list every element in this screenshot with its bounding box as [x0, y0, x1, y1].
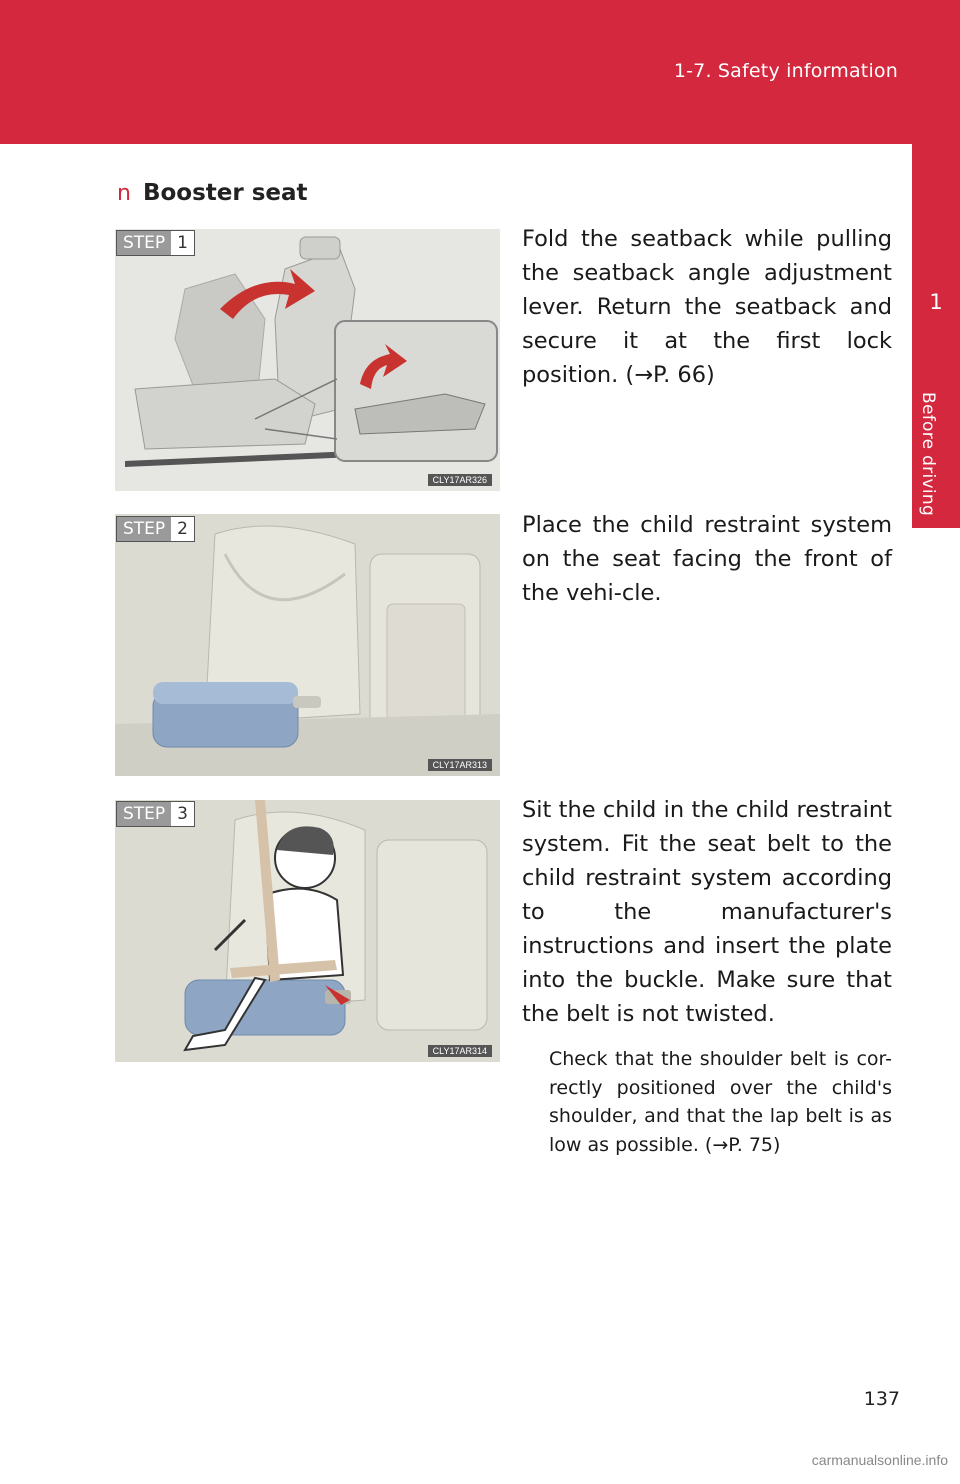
child-belted-illustration — [115, 800, 500, 1062]
step-2-badge — [116, 516, 195, 542]
step-number: 2 — [171, 517, 194, 541]
step-3-note: Check that the shoulder belt is cor-rectly positioned over the child's shoulder, and that the lap belt is as low as possible. (→P. 75) — [549, 1048, 892, 1156]
booster-seat-placement-illustration — [115, 514, 500, 776]
bullet-marker: n — [117, 181, 131, 206]
step-2-text: Place the child restraint system on the seat facing the front of the vehi-cle. — [522, 512, 892, 606]
site-watermark[interactable]: carmanualsonline.info — [811, 1452, 948, 1468]
step-1-figure — [115, 229, 500, 491]
step-number: 1 — [171, 231, 194, 255]
step-label: STEP — [117, 231, 171, 255]
step-2-figure — [115, 514, 500, 776]
chapter-label: Before driving — [918, 392, 938, 517]
step-1-badge — [116, 230, 195, 256]
step-label: STEP — [117, 802, 171, 826]
step-3-text: Sit the child in the child restraint system. Fit the seat belt to the child restraint system according to the manufacturer's instructions and insert the plate into the buckle. Make sure that the belt is not twisted. — [522, 797, 892, 1027]
step-number: 3 — [171, 802, 194, 826]
page-number: 137 — [863, 1388, 900, 1410]
figure-code: CLY17AR314 — [428, 1045, 492, 1057]
page-header-band — [0, 0, 960, 144]
figure-code: CLY17AR326 — [428, 474, 492, 486]
seat-fold-illustration — [115, 229, 500, 491]
section-breadcrumb: 1-7. Safety information — [673, 60, 898, 82]
chapter-number: 1 — [929, 290, 943, 314]
step-1-text: Fold the seatback while pulling the seatback angle adjustment lever. Return the seatback and secure it at the first lock position. (→P. 66) — [522, 226, 892, 388]
step-3-badge — [116, 801, 195, 827]
step-label: STEP — [117, 517, 171, 541]
figure-code: CLY17AR313 — [428, 759, 492, 771]
section-title-text: Booster seat — [142, 180, 308, 206]
step-3-figure — [115, 800, 500, 1062]
section-heading — [117, 180, 308, 206]
